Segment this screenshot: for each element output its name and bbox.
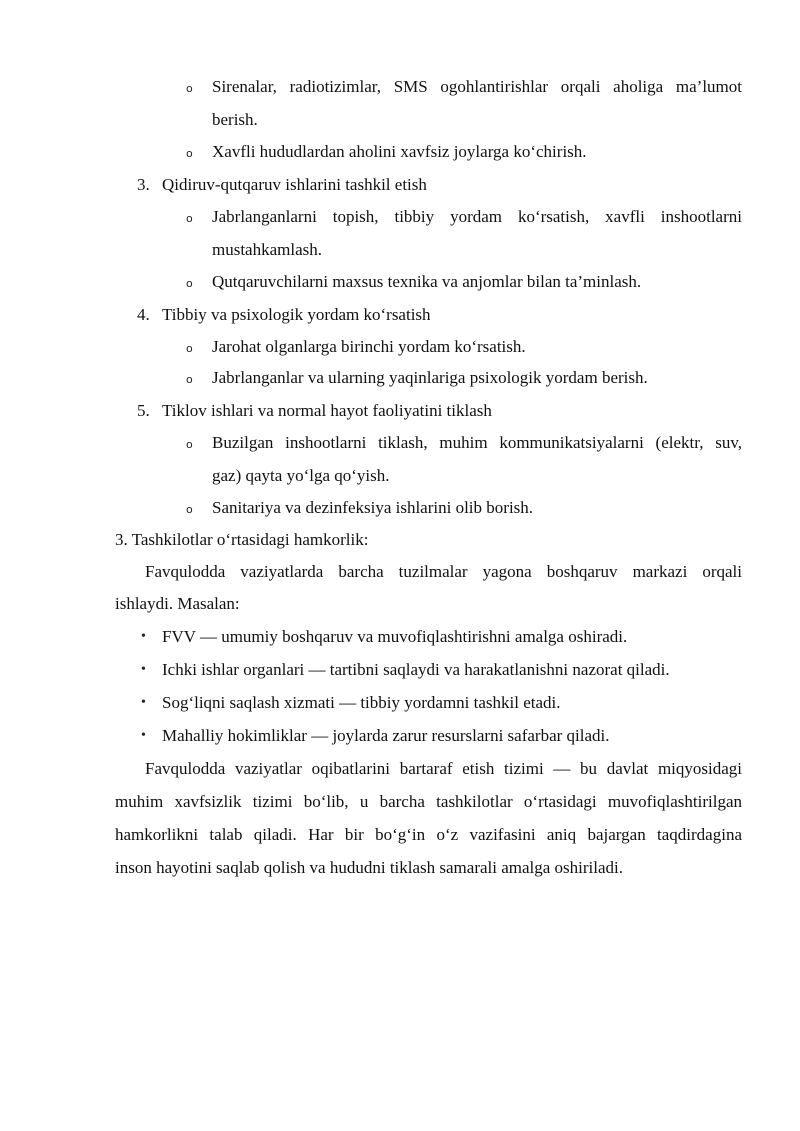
bullet-text-line: berish. [212,110,258,129]
step-title: Tiklov ishlari va normal hayot faoliyatini tiklash [162,401,492,420]
paragraph-line: inson hayotini saqlab qolish va hududni tiklash samarali amalga oshiriladi. [115,858,624,877]
paragraph-line: muhim xavfsizlik tizimi bo‘lib, u barcha tashkilotlar o‘rtasidagi muvofiqlashtirilgan [115,792,742,811]
step-number: 3. [137,175,150,194]
step-title: Qidiruv-qutqaruv ishlarini tashkil etish [162,175,427,194]
sub-bullet-marker: o [186,438,193,451]
section-heading: 3. Tashkilotlar o‘rtasidagi hamkorlik: [115,530,369,549]
paragraph-line: hamkorlikni talab qiladi. Har bir bo‘g‘in o‘z vazifasini aniq bajargan taqdirdagina [115,825,742,844]
list-bullet-marker: • [141,629,146,644]
bullet-text-line: Jarohat olganlarga birinchi yordam ko‘rsatish. [212,337,526,356]
bullet-text-line: Jabrlanganlar va ularning yaqinlariga psixologik yordam berish. [212,368,648,387]
paragraph-line: Favqulodda vaziyatlar oqibatlarini bartaraf etish tizimi — bu davlat miqyosidagi [145,759,742,778]
bullet-text-line: Qutqaruvchilarni maxsus texnika va anjomlar bilan ta’minlash. [212,272,642,291]
paragraph-line: ishlaydi. Masalan: [115,594,240,613]
bullet-text-line: Xavfli hududlardan aholini xavfsiz joylarga ko‘chirish. [212,142,587,161]
sub-bullet-marker: o [186,147,193,160]
sub-bullet-marker: o [186,277,193,290]
list-item: FVV — umumiy boshqaruv va muvofiqlashtirishni amalga oshiradi. [162,627,628,646]
sub-bullet-marker: o [186,503,193,516]
sub-bullet-marker: o [186,342,193,355]
list-item: Sog‘liqni saqlash xizmati — tibbiy yordamni tashkil etadi. [162,693,561,712]
sub-bullet-marker: o [186,373,193,386]
sub-bullet-marker: o [186,82,193,95]
paragraph-line: Favqulodda vaziyatlarda barcha tuzilmalar yagona boshqaruv markazi orqali [145,562,742,581]
bullet-text-line: Buzilgan inshootlarni tiklash, muhim kommunikatsiyalarni (elektr, suv, [212,433,742,452]
list-bullet-marker: • [141,695,146,710]
step-title: Tibbiy va psixologik yordam ko‘rsatish [162,305,431,324]
bullet-text-line: Sirenalar, radiotizimlar, SMS ogohlantirishlar orqali aholiga ma’lumot [212,77,742,96]
step-number: 5. [137,401,150,420]
step-number: 4. [137,305,150,324]
list-bullet-marker: • [141,662,146,677]
bullet-text-line: Sanitariya va dezinfeksiya ishlarini olib borish. [212,498,534,517]
list-item: Ichki ishlar organlari — tartibni saqlaydi va harakatlanishni nazorat qiladi. [162,660,670,679]
list-bullet-marker: • [141,728,146,743]
bullet-text-line: mustahkamlash. [212,240,323,259]
bullet-text-line: Jabrlanganlarni topish, tibbiy yordam ko‘rsatish, xavfli inshootlarni [212,207,742,226]
list-item: Mahalliy hokimliklar — joylarda zarur resurslarni safarbar qiladi. [162,726,610,745]
bullet-text-line: gaz) qayta yo‘lga qo‘yish. [212,466,390,485]
sub-bullet-marker: o [186,212,193,225]
